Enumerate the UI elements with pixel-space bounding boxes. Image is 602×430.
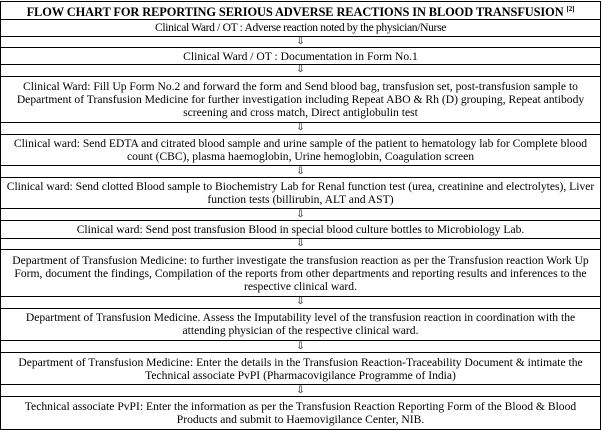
down-arrow-icon: ⇩ — [1, 166, 601, 178]
flow-chart-title — [1, 2, 601, 20]
down-arrow-icon: ⇩ — [1, 341, 601, 353]
flow-chart-table — [0, 1, 601, 430]
down-arrow-icon: ⇩ — [1, 385, 601, 397]
title-text: FLOW CHART FOR REPORTING SERIOUS ADVERSE REACTIONS IN BLOOD TRANSFUSION — [26, 4, 564, 19]
step-1: Clinical Ward / OT : Adverse reaction noted by the physician/Nurse — [1, 20, 601, 36]
step-5: Clinical ward: Send clotted Blood sample to Biochemistry Lab for Renal function test (urea, creatinine and electrolytes), Liver function tests (billirubin, ALT and AST) — [1, 178, 601, 209]
step-6: Clinical ward: Send post transfusion Blood in special blood culture bottles to Microbiology Lab. — [1, 221, 601, 238]
title-reference: [2] — [566, 4, 575, 13]
step-2: Clinical Ward / OT : Documentation in Form No.1 — [1, 48, 601, 64]
down-arrow-icon: ⇩ — [1, 122, 601, 134]
down-arrow-icon: ⇩ — [1, 209, 601, 221]
step-9: Department of Transfusion Medicine: Enter the details in the Transfusion Reaction-Traceability Document & intimate the Technical associate PvPI (Pharmacovigilance Programme of India) — [1, 353, 601, 385]
down-arrow-icon: ⇩ — [1, 64, 601, 76]
down-arrow-icon: ⇩ — [1, 238, 601, 250]
step-4: Clinical ward: Send EDTA and citrated blood sample and urine sample of the patient to hematology lab for Complete blood count (CBC), plasma haemoglobin, Urine hemoglobin, Coagulation screen — [1, 134, 601, 165]
down-arrow-icon: ⇩ — [1, 36, 601, 48]
step-3: Clinical Ward: Fill Up Form No.2 and forward the form and Send blood bag, transfusion set, post-transfusion sample to Department of Transfusion Medicine for further investigation including Repeat ABO & Rh (D) grouping, Repeat antibody screening and cross match, Direct antiglobulin test — [1, 76, 601, 122]
down-arrow-icon: ⇩ — [1, 296, 601, 308]
step-10: Technical associate PvPI: Enter the information as per the Transfusion Reaction Reporting Form of the Blood & Blood Products and submit to Haemovigilance Center, NIB. — [1, 397, 601, 430]
step-8: Department of Transfusion Medicine. Assess the Imputability level of the transfusion reaction in coordination with the attending physician of the respective clinical ward. — [1, 308, 601, 340]
step-7: Department of Transfusion Medicine: to further investigate the transfusion reaction as per the Transfusion reaction Work Up Form, document the findings, Compilation of the reports from other departments and reporting results and inferences to the respective clinical ward. — [1, 250, 601, 296]
